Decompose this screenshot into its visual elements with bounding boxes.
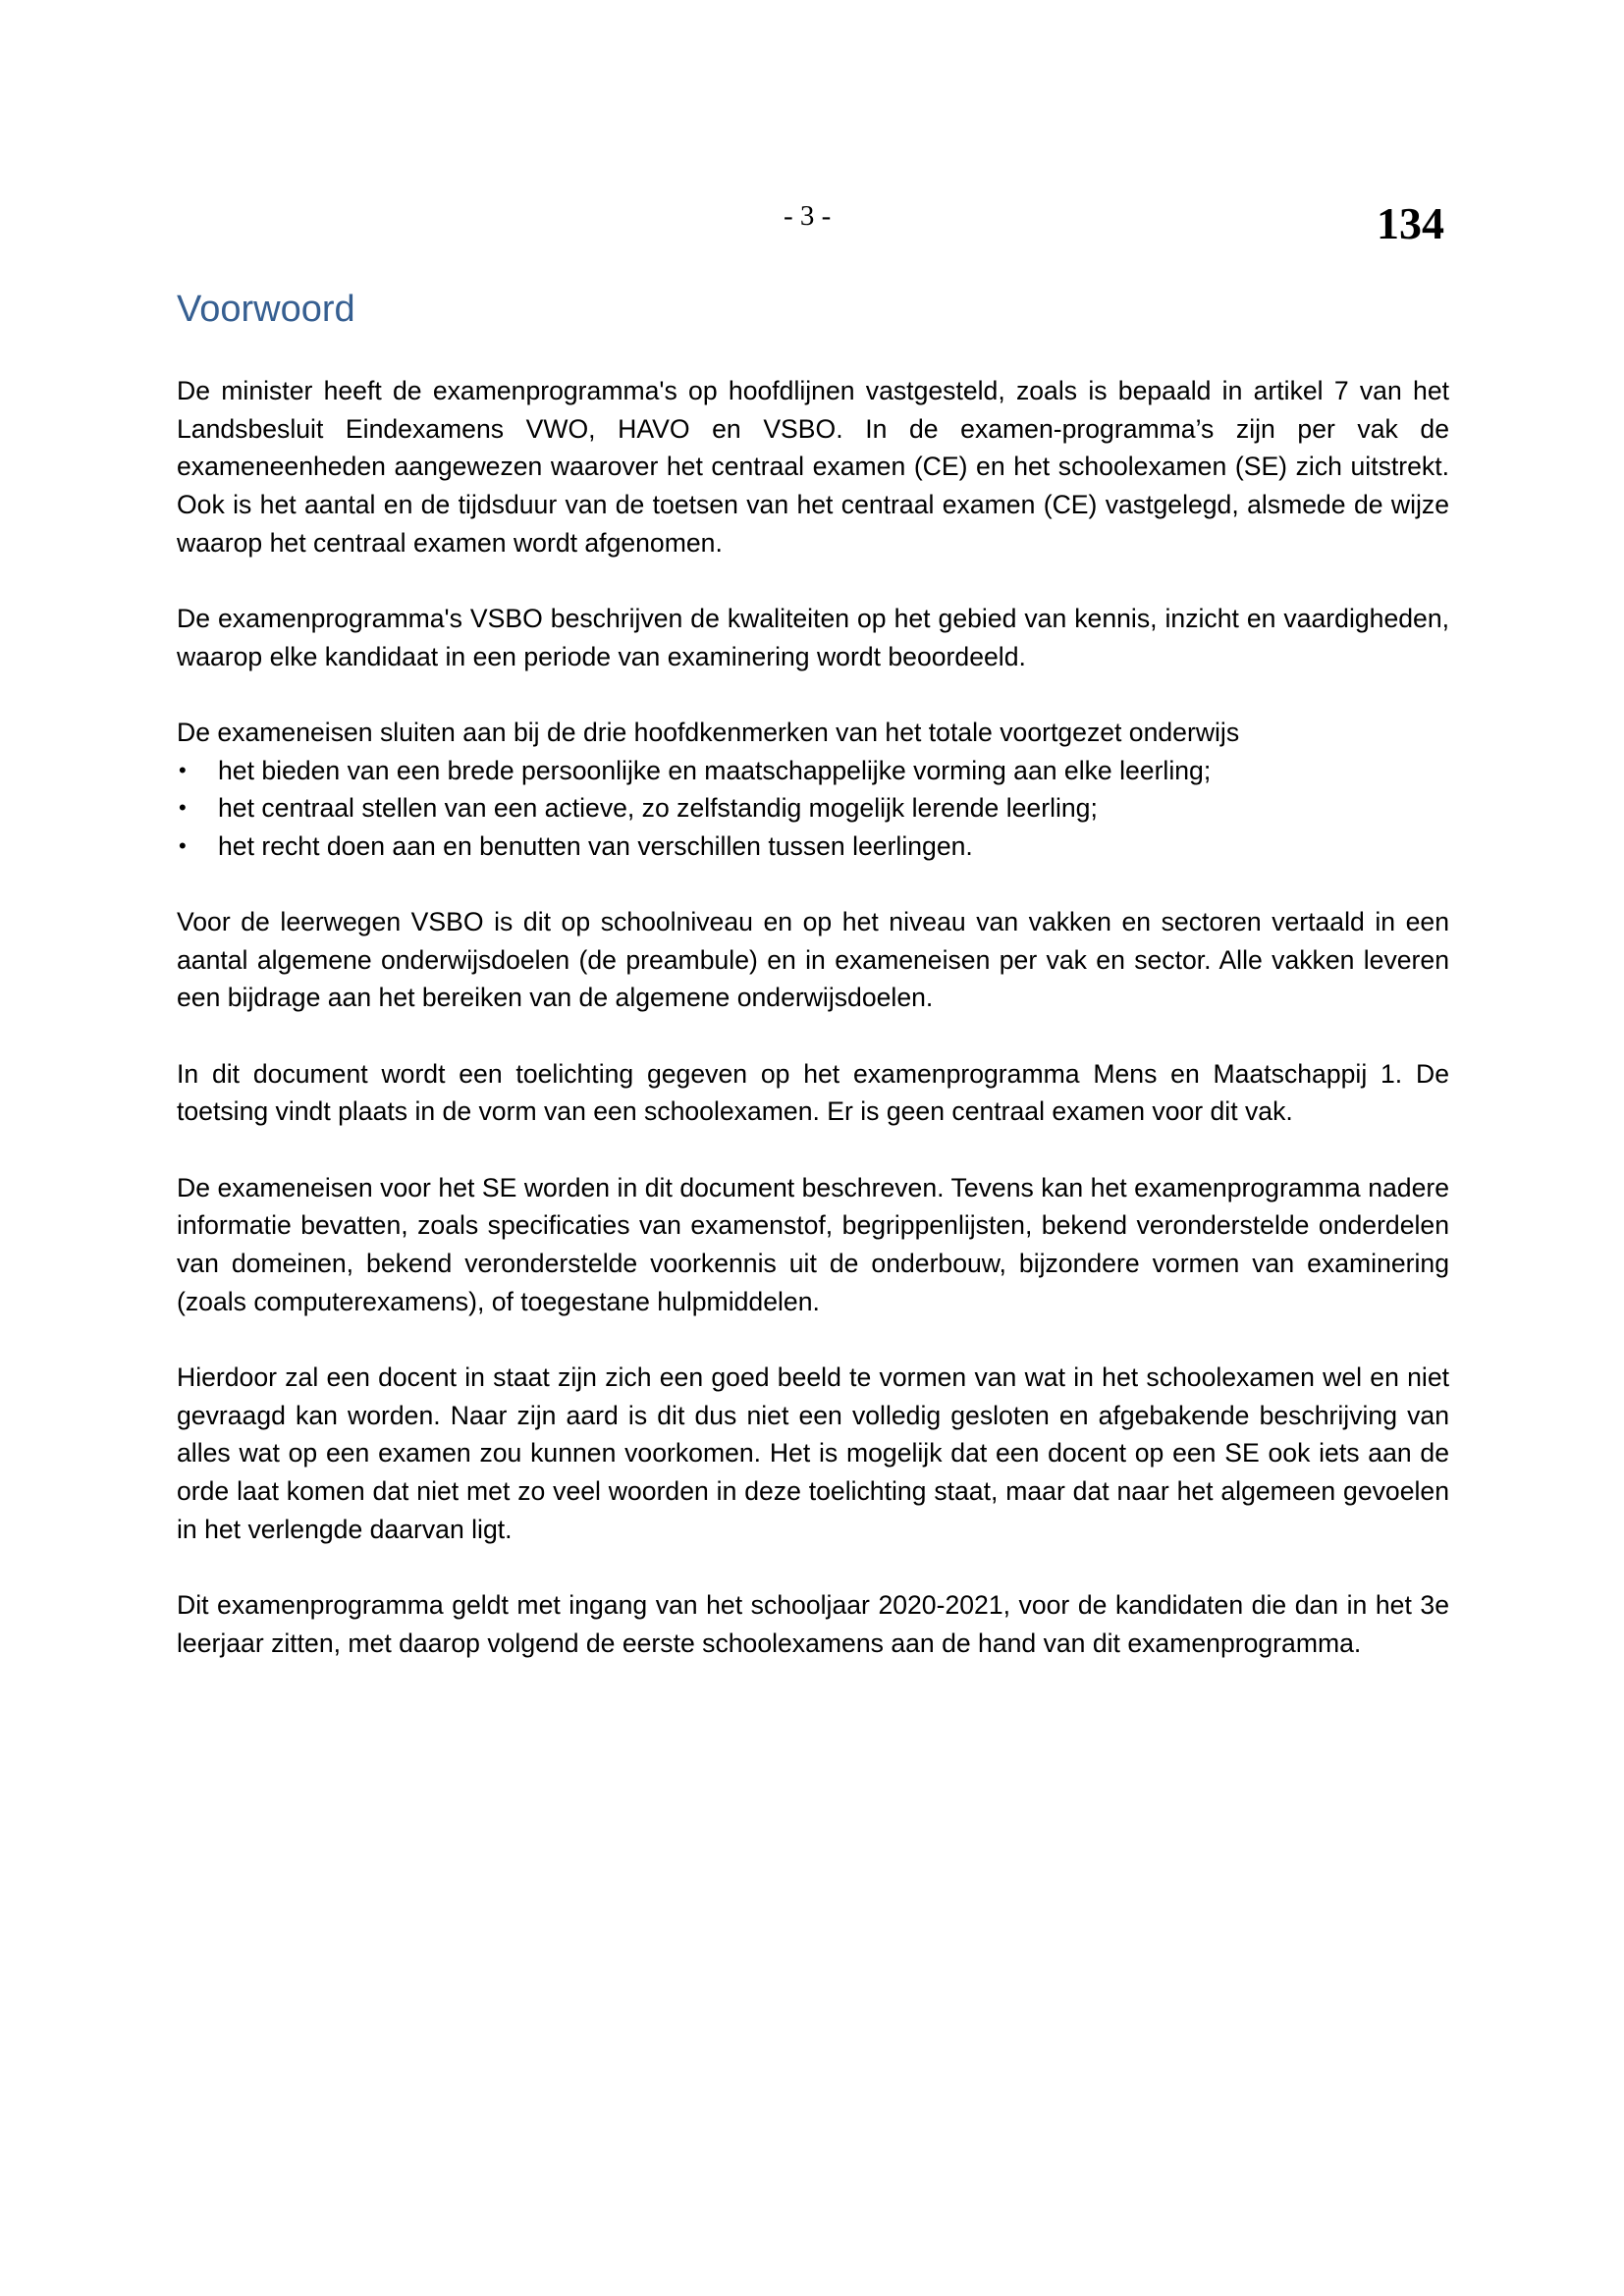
document-body <box>177 372 1449 1700</box>
list-item <box>177 752 1449 790</box>
paragraph-requirements-intro: De exameneisen sluiten aan bij de drie hoofdkenmerken van het totale voortgezet onderwijs <box>177 717 1240 747</box>
paragraph-se-requirements: De exameneisen voor het SE worden in dit document beschreven. Tevens kan het examenprogramma nadere informatie bevatten, zoals specificaties van examenstof, begrippenlijsten, bekend veronderstelde onderdelen van domeinen, bekend veronderstelde voorkennis uit de onderbouw, bijzondere vormen van examinering (zoals computerexamens), of toegestane hulpmiddelen. <box>177 1172 1449 1316</box>
list-item <box>177 789 1449 828</box>
bullet-icon: • <box>179 757 187 782</box>
paragraph-effective-date: Dit examenprogramma geldt met ingang van het schooljaar 2020-2021, voor de kandidaten die dan in het 3e leerjaar zitten, met daarop volgend de eerste schoolexamens aan de hand van dit examenprogramma. <box>177 1589 1449 1658</box>
page-number: - 3 - <box>784 200 832 232</box>
paragraph-learning-paths: Voor de leerwegen VSBO is dit op schoolniveau en op het niveau van vakken en sectoren vertaald in een aantal algemene onderwijsdoelen (de preambule) en in exameneisen per vak en sector. Alle vakken leveren een bijdrage aan het bereiken van de algemene onderwijsdoelen. <box>177 907 1449 1013</box>
document-number: 134 <box>1377 198 1444 248</box>
list-item-text: het bieden van een brede persoonlijke en maatschappelijke vorming aan elke leerling; <box>218 755 1212 785</box>
paragraph-qualities: De examenprogramma's VSBO beschrijven de kwaliteiten op het gebied van kennis, inzicht en vaardigheden, waarop elke kandidaat in een periode van examinering wordt beoordeeld. <box>177 603 1449 671</box>
paragraph-document-scope: In dit document wordt een toelichting gegeven op het examenprogramma Mens en Maatschappij 1. De toetsing vindt plaats in de vorm van een schoolexamen. Er is geen centraal examen voor dit vak. <box>177 1058 1449 1127</box>
bullet-icon: • <box>179 832 187 858</box>
bullet-icon: • <box>179 795 187 821</box>
list-item-text: het centraal stellen van een actieve, zo zelfstandig mogelijk lerende leerling; <box>218 793 1098 824</box>
paragraph-teacher-guidance: Hierdoor zal een docent in staat zijn zich een goed beeld te vormen van wat in het schoolexamen wel en niet gevraagd kan worden. Naar zijn aard is dit dus niet een volledig gesloten en afgebakende beschrijving van alles wat op een examen zou kunnen voorkomen. Het is mogelijk dat een docent op een SE ook iets aan de orde laat komen dat niet met zo veel woorden in deze toelichting staat, maar dat naar het algemeen gevoelen in het verlengde daarvan ligt. <box>177 1362 1449 1544</box>
paragraph-intro: De minister heeft de examenprogramma's op hoofdlijnen vastgesteld, zoals is bepaald in artikel 7 van het Landsbesluit Eindexamens VWO, HAVO en VSBO. In de examen-programma’s zijn per vak de exameneenheden aangewezen waarover het centraal examen (CE) en het schoolexamen (SE) zich uitstrekt. Ook is het aantal en de tijdsduur van de toetsen van het centraal examen (CE) vastgelegd, alsmede de wijze waarop het centraal examen wordt afgenomen. <box>177 376 1449 558</box>
bullet-list <box>177 752 1449 866</box>
list-item <box>177 828 1449 866</box>
section-title: Voorwoord <box>177 289 355 330</box>
list-item-text: het recht doen aan en benutten van verschillen tussen leerlingen. <box>218 830 973 861</box>
